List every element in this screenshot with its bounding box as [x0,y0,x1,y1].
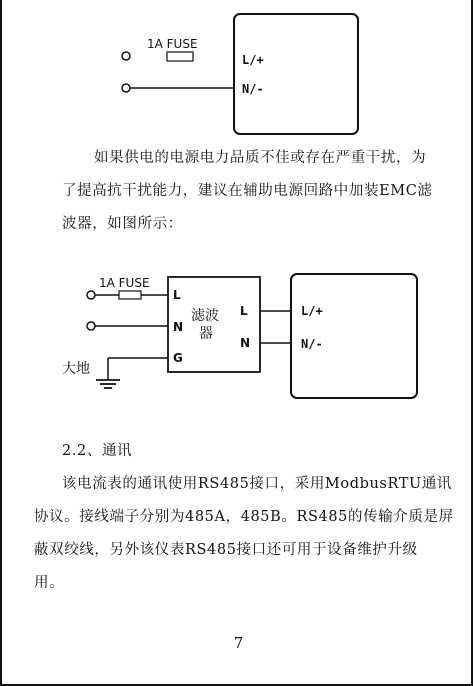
filter-out-l: L [240,304,248,318]
diagram-direct-wiring [122,14,358,134]
paragraph1-line2: 了提高抗干扰能力，建议在辅助电源回路中加装EMC滤 [62,183,433,199]
terminal-live-2 [87,291,95,299]
fuse-2 [119,291,141,299]
fuse-label: 1A FUSE [147,37,198,51]
paragraph2-line4: 用。 [34,575,65,591]
paragraph2-line2: 协议。接线端子分别为485A，485B。RS485的传输介质是屏 [34,509,454,525]
terminal-neutral-2 [87,322,95,330]
ground-label: 大地 [62,361,90,377]
terminal-live [122,52,130,60]
meter-live-label-2: L/+ [301,304,323,318]
ground-icon [96,380,120,388]
page-number: 7 [233,634,244,652]
paragraph1-line3: 波器，如图所示： [62,216,183,232]
fuse [167,52,193,61]
filter-name-1: 滤波 [191,308,219,324]
filter-in-n: N [173,320,184,334]
section-heading: 2.2、通讯 [62,443,133,459]
fuse-label-2: 1A FUSE [99,276,150,290]
terminal-neutral [122,84,130,92]
meter-box-2 [291,274,417,398]
paragraph1-line1: 如果供电的电源电力品质不佳或存在严重干扰，为 [94,150,427,166]
meter-live-label: L/+ [242,53,264,67]
meter-box [234,14,358,134]
filter-out-n: N [240,336,251,350]
paragraph2-line3: 蔽双绞线，另外该仪表RS485接口还可用于设备维护升级 [34,542,418,558]
paragraph2-line1: 该电流表的通讯使用RS485接口，采用ModbusRTU通讯 [62,476,452,492]
filter-in-l: L [173,288,181,302]
filter-g: G [173,351,183,365]
meter-neutral-label: N/- [242,82,264,96]
meter-neutral-label-2: N/- [301,337,323,351]
diagram-emc-filter [62,274,417,398]
filter-name-2: 器 [199,326,213,342]
